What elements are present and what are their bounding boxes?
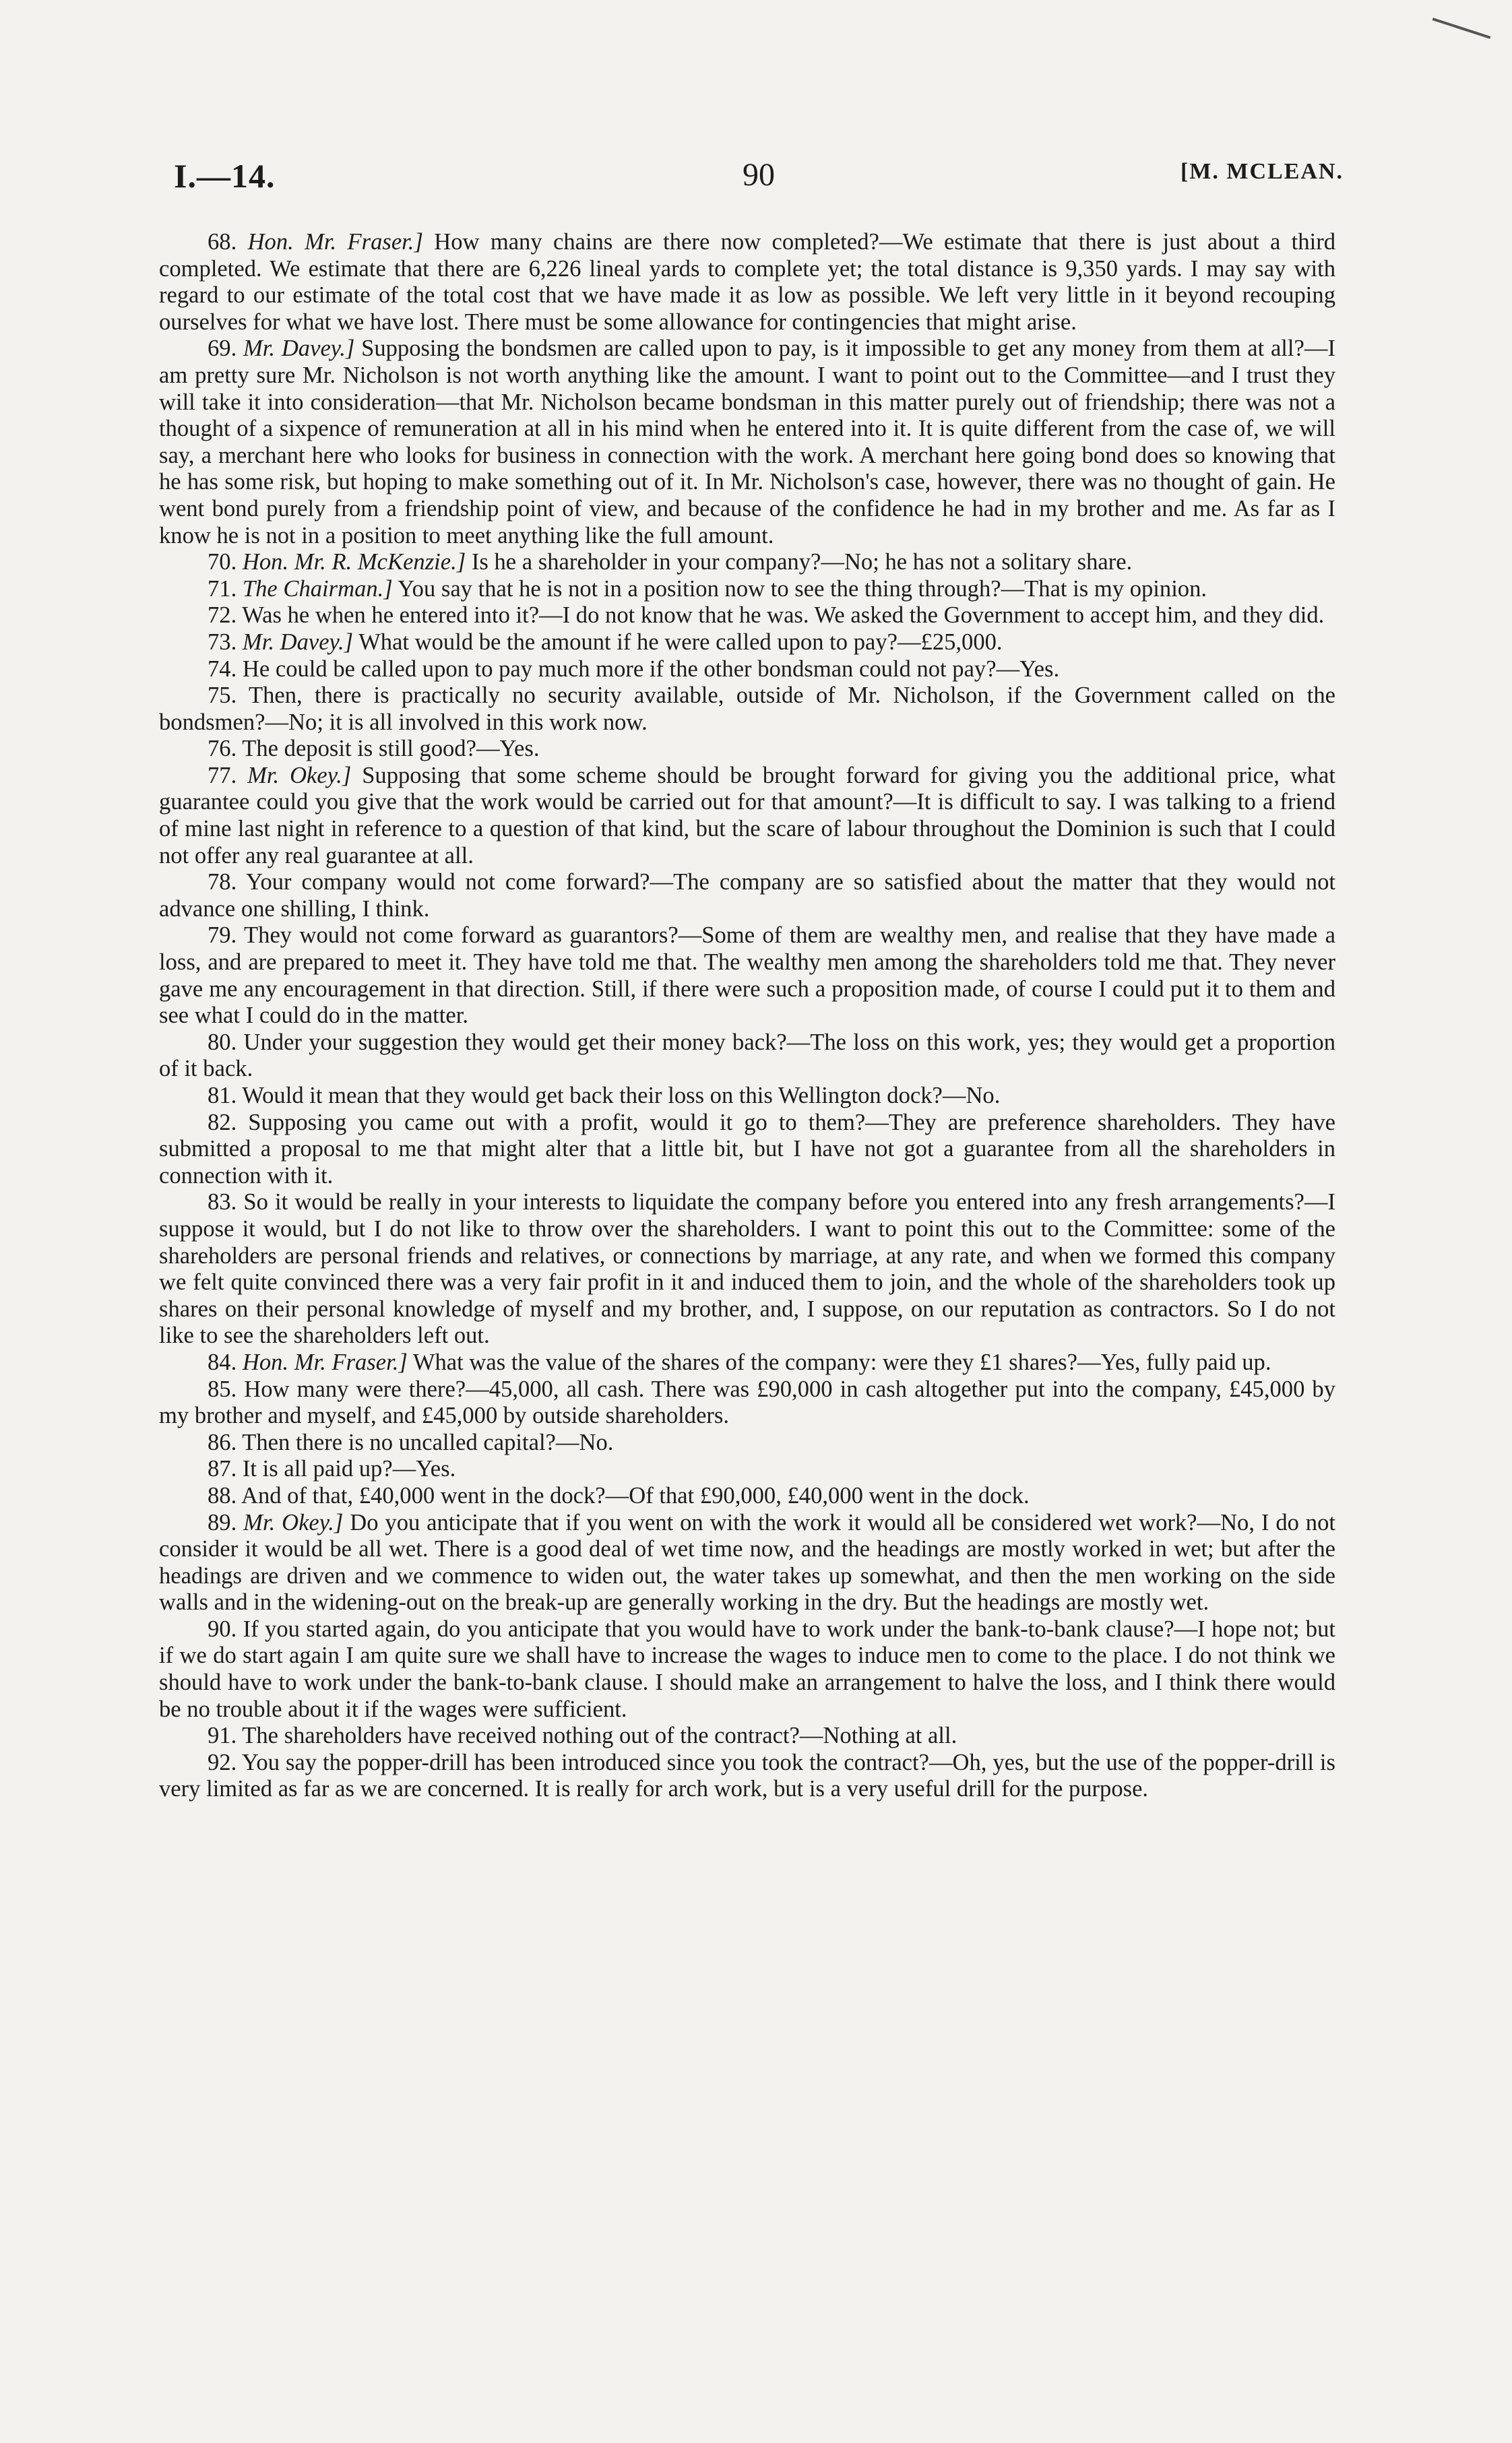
speaker-name: Hon. Mr. Fraser.] xyxy=(247,229,423,255)
question-number: 87. xyxy=(208,1456,237,1482)
question-paragraph xyxy=(159,922,1335,1029)
question-text: They would not come forward as guarantors?—Some of them are wealthy men, and realise that they have made a loss, and are prepared to meet it. They have told me that. The wealthy men among the shareholders told me that. They never gave me any encouragement in that direction. Still, if there were such a proposition made, of course I could put it to them and see what I could do in the matter. xyxy=(159,922,1335,1029)
question-paragraph xyxy=(159,736,1335,763)
question-number: 72. xyxy=(208,602,237,629)
question-text: How many chains are there now completed?—We estimate that there is just about a third completed. We estimate that there are 6,226 lineal yards to complete yet; the total distance is 9,350 yards. I may say with regard to our estimate of the total cost that we have made it as low as possible. We left very little in it beyond recouping ourselves for what we have lost. There must be some allowance for contingencies that might arise. xyxy=(159,229,1335,335)
question-number: 74. xyxy=(208,656,237,682)
question-number: 77. xyxy=(208,762,237,788)
question-number: 81. xyxy=(208,1083,237,1108)
question-paragraph xyxy=(159,656,1335,683)
question-text: Was he when he entered into it?—I do not know that he was. We asked the Government to accept him, and they did. xyxy=(242,602,1325,629)
question-paragraph xyxy=(159,229,1335,336)
paper-reference: I.—14. xyxy=(174,157,276,195)
scan-mark xyxy=(1432,18,1491,39)
question-number: 90. xyxy=(208,1616,237,1642)
question-number: 92. xyxy=(208,1749,237,1775)
question-text: You say that he is not in a position now to see the thing through?—That is my opinion. xyxy=(398,575,1207,602)
page-header xyxy=(174,156,1344,210)
question-number: 71. xyxy=(208,575,237,602)
question-text: Supposing you came out with a profit, would it go to them?—They are preference shareholders. They have submitted a proposal to me that might alter that a little bit, but I have not got a guarantee from all the shareholders in connection with it. xyxy=(159,1109,1335,1188)
question-text: Then there is no uncalled capital?—No. xyxy=(242,1429,614,1455)
question-paragraph xyxy=(159,1350,1335,1376)
speaker-name: Mr. Okey.] xyxy=(247,762,352,788)
question-paragraph xyxy=(159,763,1335,869)
question-paragraph xyxy=(159,1750,1335,1803)
question-text: And of that, £40,000 went in the dock?—Of that £90,000, £40,000 went in the dock. xyxy=(241,1482,1030,1509)
question-number: 89. xyxy=(208,1509,237,1535)
witness-name: [M. MCLEAN. xyxy=(1180,159,1344,184)
speaker-name: Hon. Mr. R. McKenzie.] xyxy=(242,549,466,575)
question-text: He could be called upon to pay much more if the other bondsman could not pay?—Yes. xyxy=(242,656,1060,682)
question-paragraph xyxy=(159,576,1335,603)
speaker-name: Mr. Davey.] xyxy=(243,336,355,362)
question-paragraph xyxy=(159,1083,1335,1110)
question-paragraph xyxy=(159,1456,1335,1483)
question-text: Would it mean that they would get back their loss on this Wellington dock?—No. xyxy=(242,1083,1001,1108)
question-paragraph xyxy=(159,1723,1335,1750)
question-number: 78. xyxy=(208,869,237,895)
question-paragraph xyxy=(159,1189,1335,1350)
question-number: 82. xyxy=(208,1109,237,1135)
question-text: Supposing that some scheme should be brought forward for giving you the additional price, what guarantee could you give that the work would be carried out for that amount?—It is difficult to say. I was talking to a friend of mine last night in reference to a question of that kind, but the scare of labour throughout the Dominion is such that I could not offer any real guarantee at all. xyxy=(159,762,1336,868)
question-text: The deposit is still good?—Yes. xyxy=(242,736,540,762)
question-paragraph xyxy=(159,1483,1335,1510)
question-text: Then, there is practically no security available, outside of Mr. Nicholson, if the Government called on the bondsmen?—No; it is all involved in this work now. xyxy=(159,683,1335,735)
page-number: 90 xyxy=(743,157,775,193)
question-number: 73. xyxy=(208,629,237,655)
question-paragraph xyxy=(159,1029,1335,1083)
question-number: 79. xyxy=(208,922,237,949)
question-number: 76. xyxy=(208,736,237,762)
speaker-name: Hon. Mr. Fraser.] xyxy=(242,1349,408,1375)
testimony-body xyxy=(159,229,1335,1803)
question-paragraph xyxy=(159,1430,1335,1457)
question-number: 91. xyxy=(208,1723,237,1749)
question-paragraph xyxy=(159,1510,1335,1616)
question-text: Your company would not come forward?—The company are so satisfied about the matter that they would not advance one shilling, I think. xyxy=(159,869,1335,922)
question-text: If you started again, do you anticipate that you would have to work under the bank-to-bank clause?—I hope not; but if we do start again I am quite sure we shall have to increase the wages to induce men to come to the place. I do not think we should have to work under the bank-to-bank clause. I should make an arrangement to halve the loss, and I think there would be no trouble about it if the wages were sufficient. xyxy=(159,1616,1335,1722)
question-paragraph xyxy=(159,1616,1335,1723)
speaker-name: The Chairman.] xyxy=(242,575,393,602)
question-text: Do you anticipate that if you went on with the work it would all be considered wet work?—No, I do not consider it would be all wet. There is a good deal of wet time now, and the headings are mostly worked in wet; but after the headings are driven and we commence to widen out, the water takes up somewhat, and then the men working on the side walls and in the widening-out on the break-up are generally working in the dry. But the headings are mostly wet. xyxy=(159,1509,1335,1616)
question-paragraph xyxy=(159,336,1335,549)
question-text: What would be the amount if he were called upon to pay?—£25,000. xyxy=(358,629,1003,655)
question-paragraph xyxy=(159,549,1335,576)
question-number: 70. xyxy=(208,549,237,575)
question-number: 86. xyxy=(208,1429,237,1455)
question-number: 69. xyxy=(208,336,237,362)
question-paragraph xyxy=(159,629,1335,656)
question-text: It is all paid up?—Yes. xyxy=(242,1456,456,1482)
question-number: 84. xyxy=(208,1349,237,1375)
question-paragraph xyxy=(159,1376,1335,1430)
question-number: 83. xyxy=(208,1189,237,1215)
question-text: Is he a shareholder in your company?—No; he has not a solitary share. xyxy=(471,549,1133,575)
question-text: So it would be really in your interests to liquidate the company before you entered into any fresh arrangements?—I suppose it would, but I do not like to throw over the shareholders. I want to point this out to the Committee: some of the shareholders are personal friends and relatives, or connections by marriage, at any rate, and when we formed this company we felt quite convinced there was a very fair profit in it and induced them to join, and the whole of the shareholders took up shares on their personal knowledge of myself and my brother, and, I suppose, on our reputation as contractors. So I do not like to see the shareholders left out. xyxy=(159,1189,1335,1349)
question-text: Under your suggestion they would get their money back?—The loss on this work, yes; they would get a proportion of it back. xyxy=(159,1029,1335,1082)
question-number: 75. xyxy=(208,683,237,709)
question-text: How many were there?—45,000, all cash. There was £90,000 in cash altogether put into the company, £45,000 by my brother and myself, and £45,000 by outside shareholders. xyxy=(159,1376,1335,1429)
speaker-name: Mr. Davey.] xyxy=(242,629,354,655)
question-number: 80. xyxy=(208,1029,237,1055)
question-paragraph xyxy=(159,602,1335,629)
question-paragraph xyxy=(159,683,1335,736)
speaker-name: Mr. Okey.] xyxy=(243,1509,344,1535)
question-text: What was the value of the shares of the company: were they £1 shares?—Yes, fully paid up. xyxy=(412,1349,1271,1375)
question-text: Supposing the bondsmen are called upon to pay, is it impossible to get any money from them at all?—I am pretty sure Mr. Nicholson is not worth anything like the amount. I want to point out to the Committee—and I trust they will take it into consideration—that Mr. Nicholson became bondsman in this matter purely out of friendship; there was not a thought of a sixpence of remuneration at all in his mind when he entered into it. It is quite different from the case of, we will say, a merchant here who looks for business in connection with the work. A merchant here going bond does so knowing that he has some risk, but hoping to make something out of it. In Mr. Nicholson's case, however, there was no thought of gain. He went bond purely from a friendship point of view, and because of the confidence he had in my brother and me. As far as I know he is not in a position to meet anything like the full amount. xyxy=(159,336,1335,548)
question-number: 88. xyxy=(208,1482,237,1509)
question-number: 85. xyxy=(208,1376,237,1402)
question-number: 68. xyxy=(208,229,237,255)
question-text: You say the popper-drill has been introduced since you took the contract?—Oh, yes, but the use of the popper-drill is very limited as far as we are concerned. It is really for arch work, but is a very useful drill for the purpose. xyxy=(159,1749,1335,1802)
question-text: The shareholders have received nothing out of the contract?—Nothing at all. xyxy=(242,1723,957,1749)
question-paragraph xyxy=(159,869,1335,922)
question-paragraph xyxy=(159,1110,1335,1190)
